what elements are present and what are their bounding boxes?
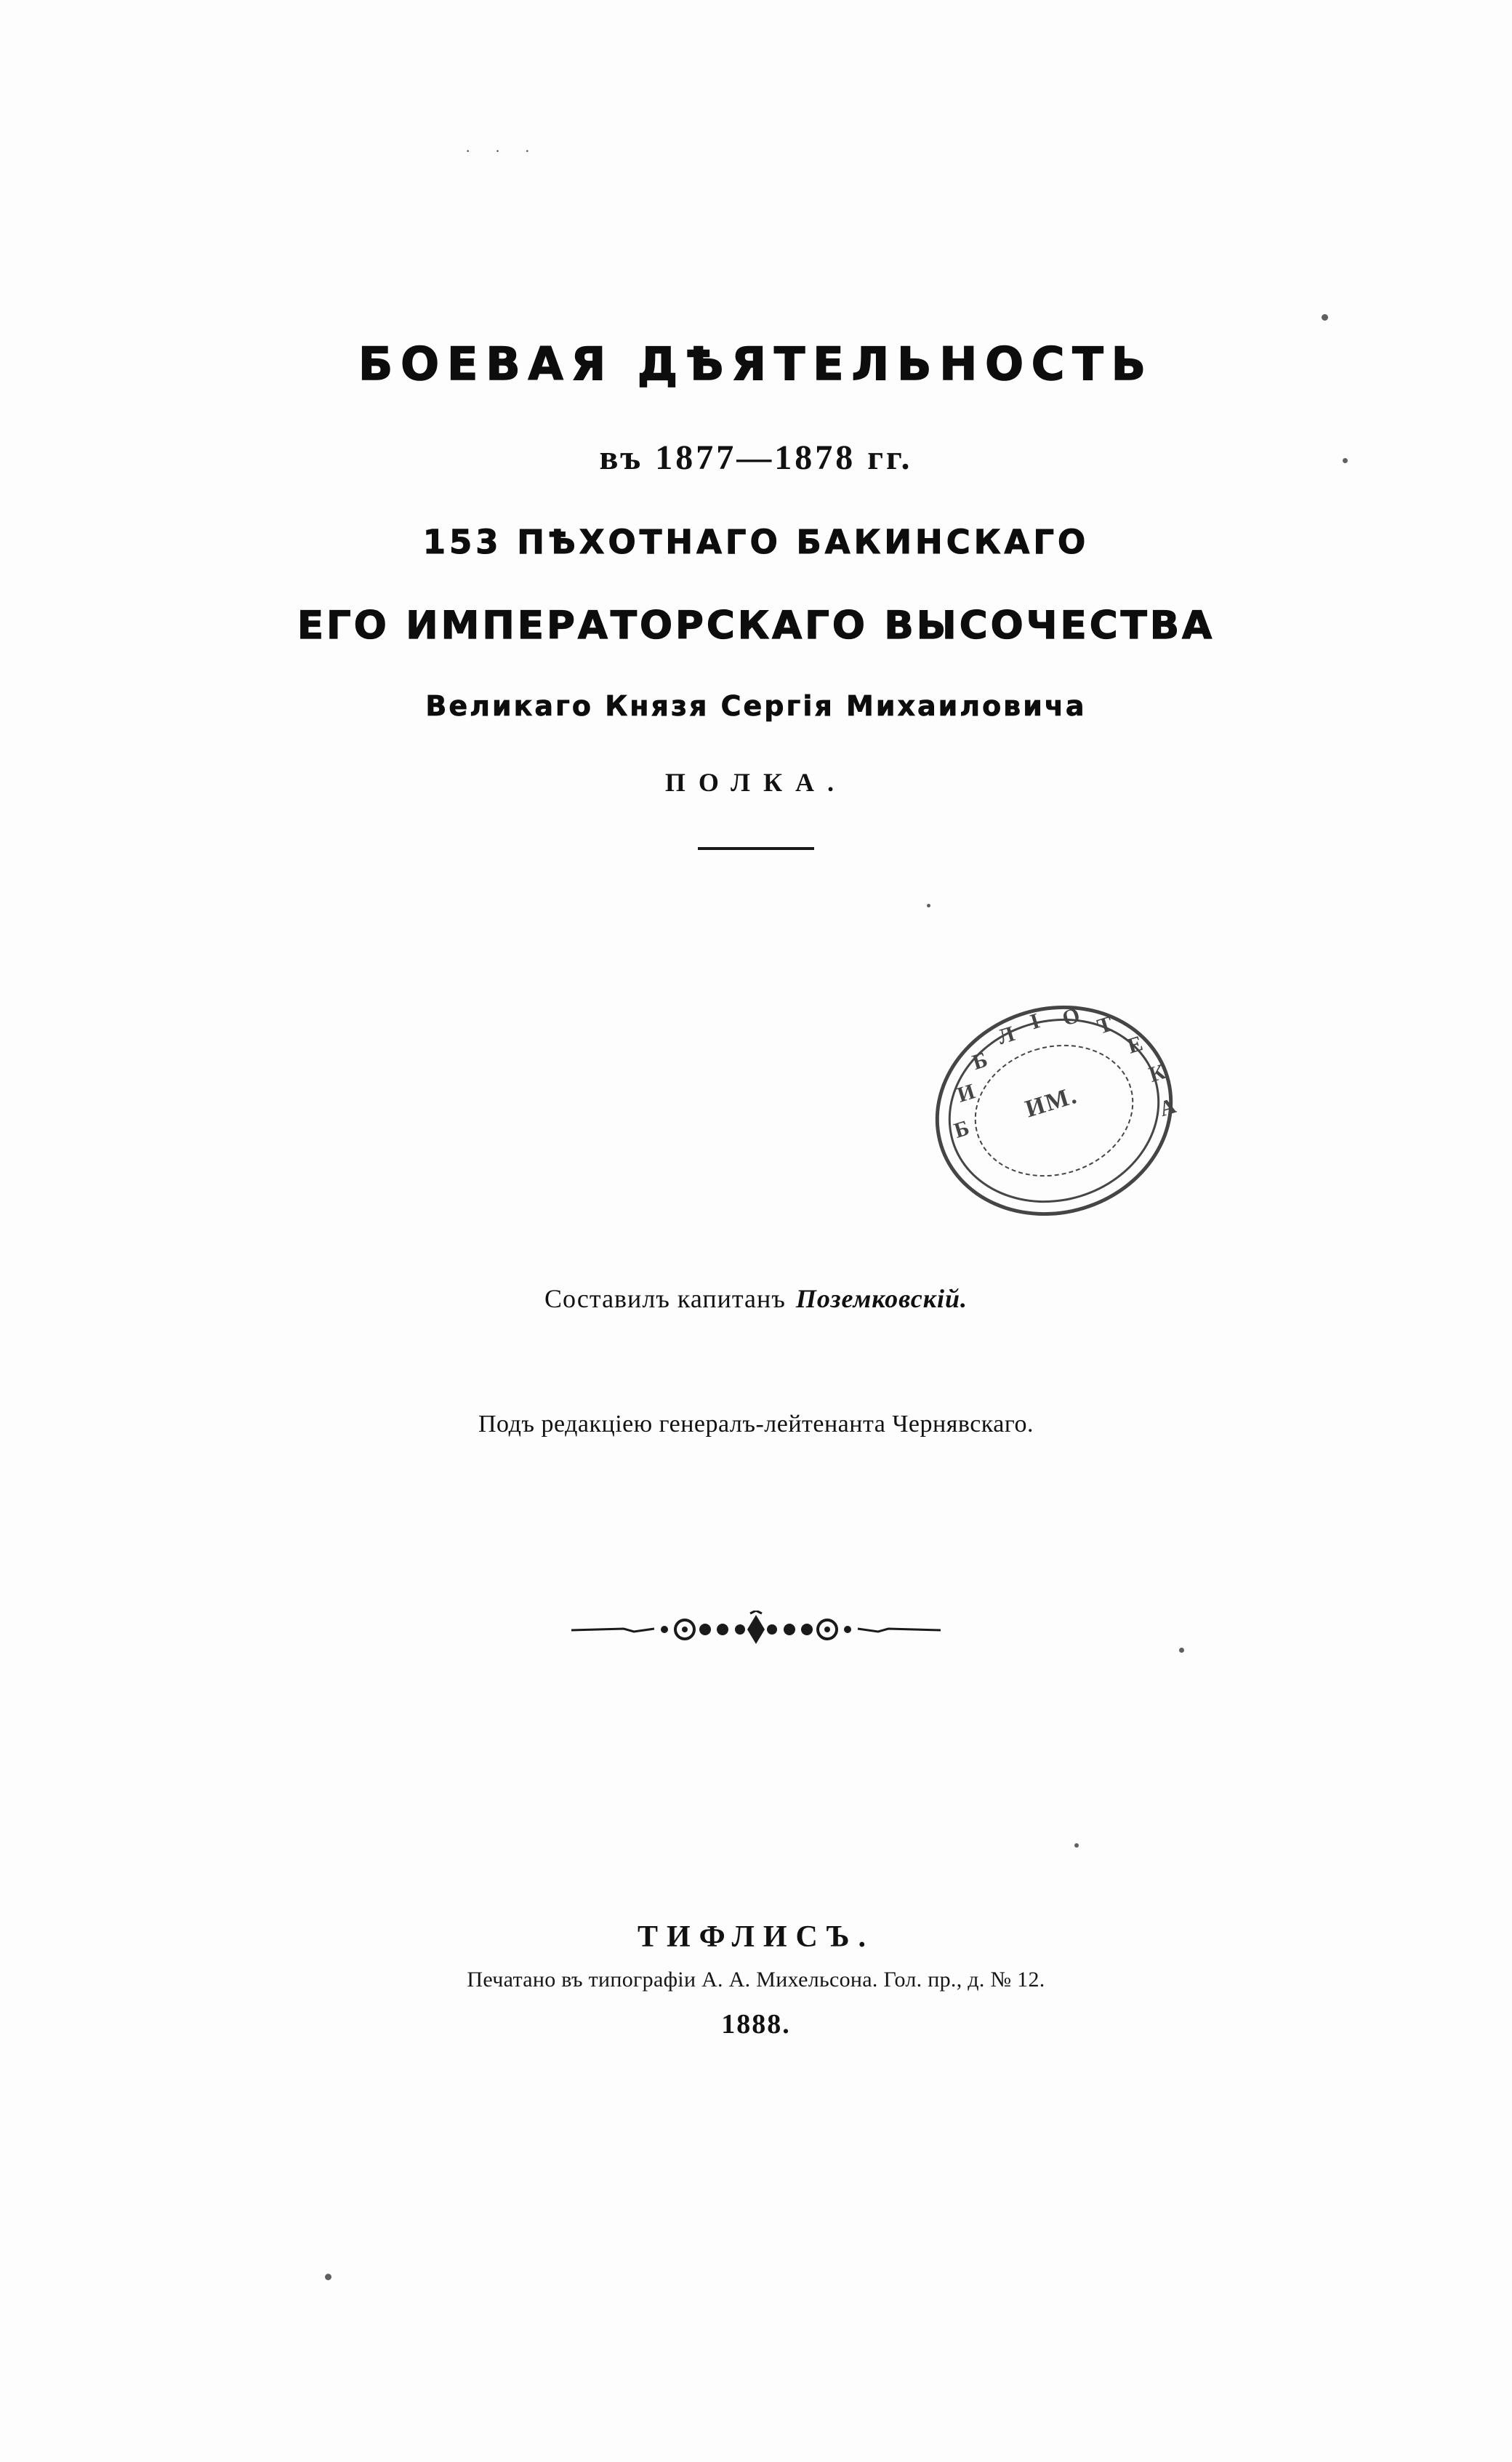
scan-speck — [927, 904, 930, 907]
author-line — [0, 1283, 1512, 1314]
ornament-svg — [567, 1611, 945, 1647]
scan-speck — [1322, 314, 1328, 321]
imprint-printer: Печатано въ типографіи А. А. Михельсона. Гол. пр., д. № 12. — [467, 1968, 1045, 1992]
stamp-center-text: ИМ. — [1022, 1081, 1081, 1123]
imprint-city: ТИФЛИСЪ. — [638, 1920, 874, 1954]
scan-speck — [1179, 1648, 1184, 1653]
title-polka: ПОЛКА. — [664, 768, 848, 797]
ornament-divider — [0, 1611, 1512, 1647]
stamp-arc-text: Б И Б Л I О Т Е К А — [951, 1002, 1179, 1143]
scan-speck — [1074, 1843, 1079, 1848]
title-highness: ЕГО ИМПЕРАТОРСКАГО ВЫСОЧЕСТВА — [297, 604, 1215, 648]
title-block — [0, 337, 1512, 850]
imprint-year: 1888. — [721, 2009, 791, 2040]
imprint-block — [0, 1920, 1512, 2040]
library-stamp — [909, 977, 1199, 1245]
author-name: Поземковскій. — [795, 1284, 968, 1313]
page-title-main: БОЕВАЯ ДѢЯТЕЛЬНОСТЬ — [358, 337, 1154, 390]
top-dot-marks: · · · — [465, 142, 540, 160]
scan-speck — [325, 2274, 331, 2280]
title-regiment: 153 ПѢХОТНАГО БАКИНСКАГО — [422, 523, 1090, 561]
title-grand-duke: Великаго Князя Сергія Михаиловича — [425, 690, 1087, 722]
author-prefix: Составилъ капитанъ — [544, 1284, 786, 1313]
short-rule-divider — [698, 847, 814, 850]
editor-line: Подъ редакціею генералъ-лейтенанта Чернявскаго. — [478, 1411, 1034, 1437]
title-years: въ 1877—1878 гг. — [599, 438, 913, 477]
